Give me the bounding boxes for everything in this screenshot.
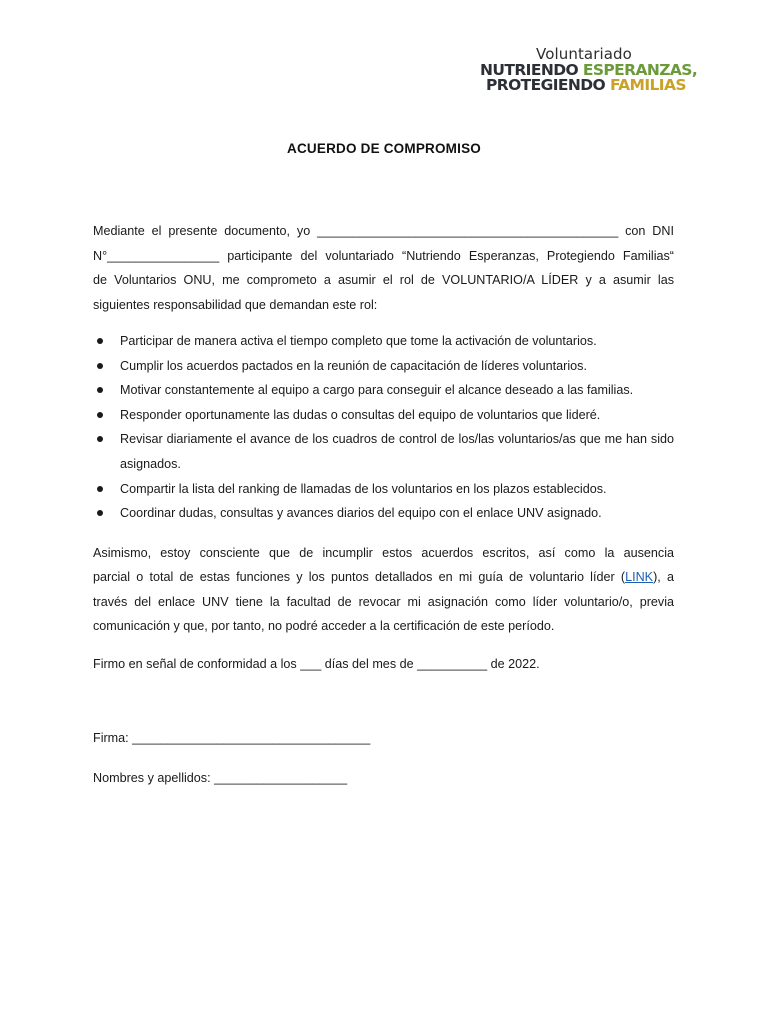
list-item [93, 427, 674, 476]
logo-line-2-dark: PROTEGIENDO [486, 76, 610, 94]
list-item [93, 329, 674, 354]
list-item [93, 501, 674, 526]
bullet-icon [97, 510, 103, 516]
list-item [93, 403, 674, 428]
intro-line: de Voluntarios ONU, me comprometo a asumir el rol de VOLUNTARIO/A LÍDER y a asumir las [93, 273, 674, 287]
conformity-paragraph: Firmo en señal de conformidad a los ___ días del mes de __________ de 2022. [93, 656, 540, 671]
awareness-line: comunicación y que, por tanto, no podré acceder a la certificación de este período. [93, 619, 555, 634]
logo-top-text: Voluntariado [536, 45, 632, 63]
awareness-line: través del enlace UNV tiene la facultad de revocar mi asignación como líder voluntario/o, previa [93, 594, 674, 609]
full-name-line: Nombres y apellidos: ___________________ [93, 771, 348, 785]
list-item [93, 477, 674, 502]
bullet-icon [97, 387, 103, 393]
intro-paragraph [93, 219, 674, 317]
document-body [93, 219, 674, 676]
signature-line: Firma: __________________________________ [93, 731, 371, 745]
list-item-text: Coordinar dudas, consultas y avances diarios del equipo con el enlace UNV asignado. [120, 506, 602, 521]
bullet-icon [97, 363, 103, 369]
list-item-text: Compartir la lista del ranking de llamadas de los voluntarios en los plazos establecidos. [120, 481, 607, 496]
list-item [93, 378, 674, 403]
logo-line-2 [486, 78, 688, 93]
intro-line: Mediante el presente documento, yo ___________________________________________ con DNI [93, 224, 674, 238]
awareness-paragraph [93, 541, 674, 639]
list-item-text: Cumplir los acuerdos pactados en la reunión de capacitación de líderes voluntarios. [120, 358, 587, 373]
bullet-icon [97, 486, 103, 492]
logo-line-1-dark: NUTRIENDO [480, 61, 583, 79]
intro-line: siguientes responsabilidad que demandan este rol: [93, 297, 378, 312]
bullet-icon [97, 436, 103, 442]
list-item [93, 354, 674, 379]
list-item-text: Participar de manera activa el tiempo completo que tome la activación de voluntarios. [120, 334, 597, 348]
awareness-line-after-link: ), a [653, 570, 674, 585]
list-item-text: Motivar constantemente al equipo a cargo para conseguir el alcance deseado a las familias. [120, 383, 634, 398]
bullet-icon [97, 412, 103, 418]
logo-line-1-green: ESPERANZAS, [582, 61, 698, 79]
document-title: ACUERDO DE COMPROMISO [287, 141, 481, 156]
bullet-icon [97, 338, 103, 344]
voluntariado-logo [478, 45, 698, 94]
awareness-line-before-link: parcial o total de estas funciones y los puntos detallados en mi guía de voluntario líder ( [93, 570, 626, 585]
awareness-line [93, 565, 674, 590]
logo-line-2-gold: FAMILIAS [609, 76, 686, 94]
responsibilities-list [93, 329, 674, 526]
guide-link[interactable]: LINK [625, 570, 654, 585]
awareness-line: Asimismo, estoy consciente que de incumplir estos acuerdos escritos, así como la ausencia [93, 545, 674, 560]
list-item-text: Revisar diariamente el avance de los cuadros de control de los/las voluntarios/as que me han sido asignados. [120, 432, 674, 471]
intro-line: N°________________ participante del voluntariado “Nutriendo Esperanzas, Protegiendo Familias“ [93, 248, 674, 263]
list-item-text: Responder oportunamente las dudas o consultas del equipo de voluntarios que lideré. [120, 407, 601, 422]
